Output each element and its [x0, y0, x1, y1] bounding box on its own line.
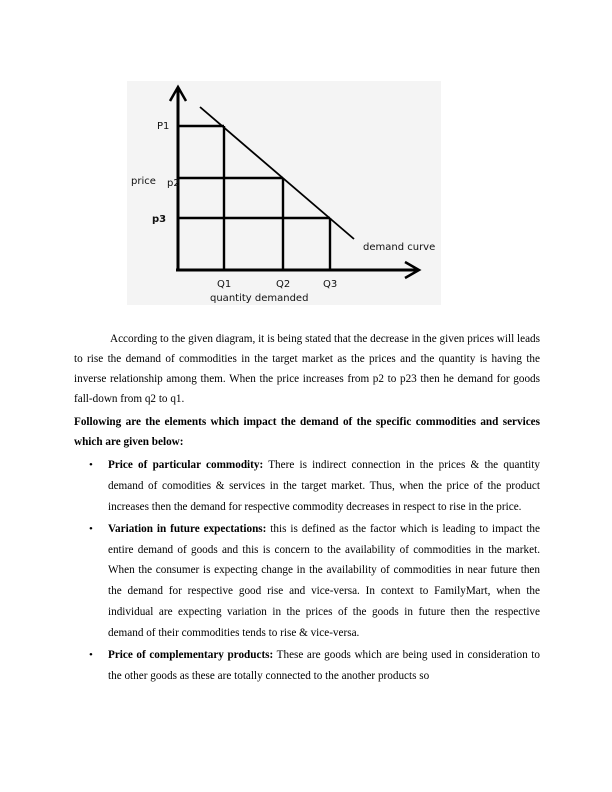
x-axis-label: quantity demanded: [210, 293, 309, 304]
y-tick-label: p2: [167, 178, 180, 189]
list-item-text: this is defined as the factor which is leading to impact the entire demand of goods and this is concern to the availability of commodities in the market. When the consumer is expecting change in the availability of commodities in near future then the demand for respective good rise and vice-versa. In context to FamilyMart, when the individual are expecting variation in the prices of the goods in future then the respective demand of their commodities tends to rise & vice-versa.: [108, 522, 540, 639]
bullet-marker: •: [89, 522, 93, 535]
list-item: [74, 645, 540, 687]
x-tick-label: Q3: [323, 279, 338, 290]
list-item-text: These are goods which are being used in consideration to the other goods as these are totally connected to the another products so: [108, 649, 540, 682]
demand-factors-list: [74, 455, 540, 688]
x-tick-label: Q1: [217, 279, 232, 290]
bullet-marker: •: [89, 459, 93, 471]
bullet-marker: •: [89, 649, 93, 662]
list-item: [74, 455, 540, 517]
demand-curve-figure: [127, 81, 441, 305]
list-item-text: There is indirect connection in the prices & the quantity demand of comodities & services in the target market. Thus, when the price of the product increases then the demand for respective commodity decreases in respect to rise in the price.: [108, 459, 540, 513]
list-item: [74, 519, 540, 644]
list-item-title: Price of complementary products:: [108, 649, 274, 662]
y-axis-label: price: [131, 176, 156, 187]
demand-curve-annotation: demand curve: [363, 242, 436, 253]
demand-curve-chart: [127, 81, 441, 305]
y-tick-label: p3: [152, 214, 167, 225]
list-item-title: Price of particular commodity:: [108, 459, 264, 471]
y-tick-label: P1: [157, 121, 170, 132]
paragraph-elements-heading: Following are the elements which impact the demand of the specific commodities and services which are given below:: [74, 416, 540, 448]
x-tick-label: Q2: [276, 279, 291, 290]
paragraph-diagram-explanation: According to the given diagram, it is being stated that the decrease in the given prices will leads to rise the demand of commodities in the target market as the prices and the quantity is having the inverse relationship among them. When the price increases from p2 to p23 then he demand for goods fall-down from q2 to q1.: [74, 333, 540, 405]
list-item-title: Variation in future expectations:: [108, 522, 267, 535]
